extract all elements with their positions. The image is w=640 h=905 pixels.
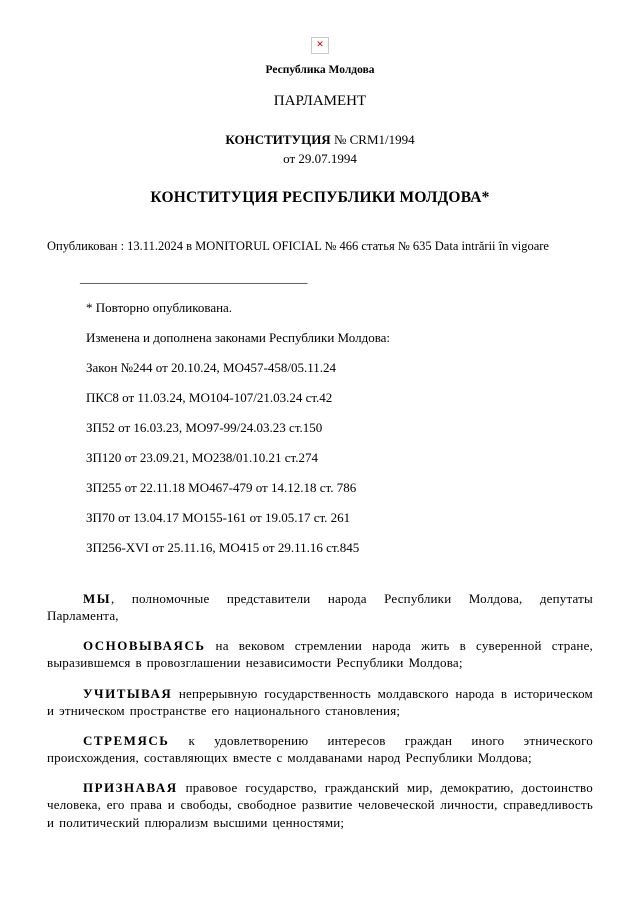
separator-line: ___________________________________ [80,270,308,285]
document-header [47,36,593,207]
preamble-lead-word: МЫ [83,591,112,606]
preamble-lead-word: СТРЕМЯСЬ [83,732,170,748]
preamble-text: на вековом стремлении народа жить в суверенной стране, выразившемся в провозглашении независимости Республики Молдова; [47,638,593,671]
preamble-paragraph [47,779,593,830]
preamble-text: к удовлетворению интересов граждан иного этнического происхождения, составляющих вместе с молдаванами народ Республики Молдова; [47,732,593,766]
preamble-text: непрерывную государственность молдавского народа в историческом и этническом пространстве его национального становления; [47,685,593,718]
amendment-line: ПКС8 от 11.03.24, МО104-107/21.03.24 ст.42 [86,390,333,405]
amendment-line: ЗП70 от 13.04.17 МО155-161 от 19.05.17 ст. 261 [86,510,351,525]
document-title: КОНСТИТУЦИЯ РЕСПУБЛИКИ МОЛДОВА* [150,189,490,206]
preamble-paragraph [47,590,593,624]
preamble-section [47,590,593,831]
preamble-lead-word: ПРИЗНАВАЯ [83,780,178,796]
preamble-lead-word: УЧИТЫВАЯ [83,685,173,701]
published-line: Опубликован : 13.11.2024 в MONITORUL OFICIAL № 466 статья № 635 Data intrării în vigoare [47,239,549,253]
amendment-line: Закон №244 от 20.10.24, МО457-458/05.11.24 [86,360,336,375]
doc-type-label: КОНСТИТУЦИЯ [225,132,331,147]
preamble-paragraph [47,732,593,766]
broken-image-icon [311,37,329,54]
amended-intro: Изменена и дополнена законами Республики Молдова: [86,330,391,345]
amendment-line: ЗП120 от 23.09.21, МО238/01.10.21 ст.274 [86,450,318,465]
doc-number: № CRM1/1994 [330,132,415,147]
broken-image-x-glyph: ✕ [316,39,324,50]
doc-number-line [47,132,593,148]
doc-date: от 29.07.1994 [283,151,357,166]
preamble-paragraph [47,637,593,671]
org-name: Республика Молдова [265,64,375,76]
preamble-lead-word: ОСНОВЫВАЯСЬ [83,638,206,654]
parliament-title: ПАРЛАМЕНТ [273,93,367,109]
preamble-text: правовое государство, гражданский мир, демократию, достоинство человека, его права и свободы, свободное развитие человеческой личности, справедливость и политический плюрализм высшими ценностями; [47,780,593,830]
amendment-line: ЗП52 от 16.03.23, МО97-99/24.03.23 ст.150 [86,420,323,435]
preamble-paragraph [47,685,593,719]
republished-footnote: * Повторно опубликована. [86,300,233,315]
preamble-text: , полномочные представители народа Республики Молдова, депутаты Парламента, [47,591,593,624]
amendment-line: ЗП256-XVI от 25.11.16, МО415 от 29.11.16 ст.845 [86,540,360,555]
amendment-line: ЗП255 от 22.11.18 МО467-479 от 14.12.18 ст. 786 [86,480,357,495]
